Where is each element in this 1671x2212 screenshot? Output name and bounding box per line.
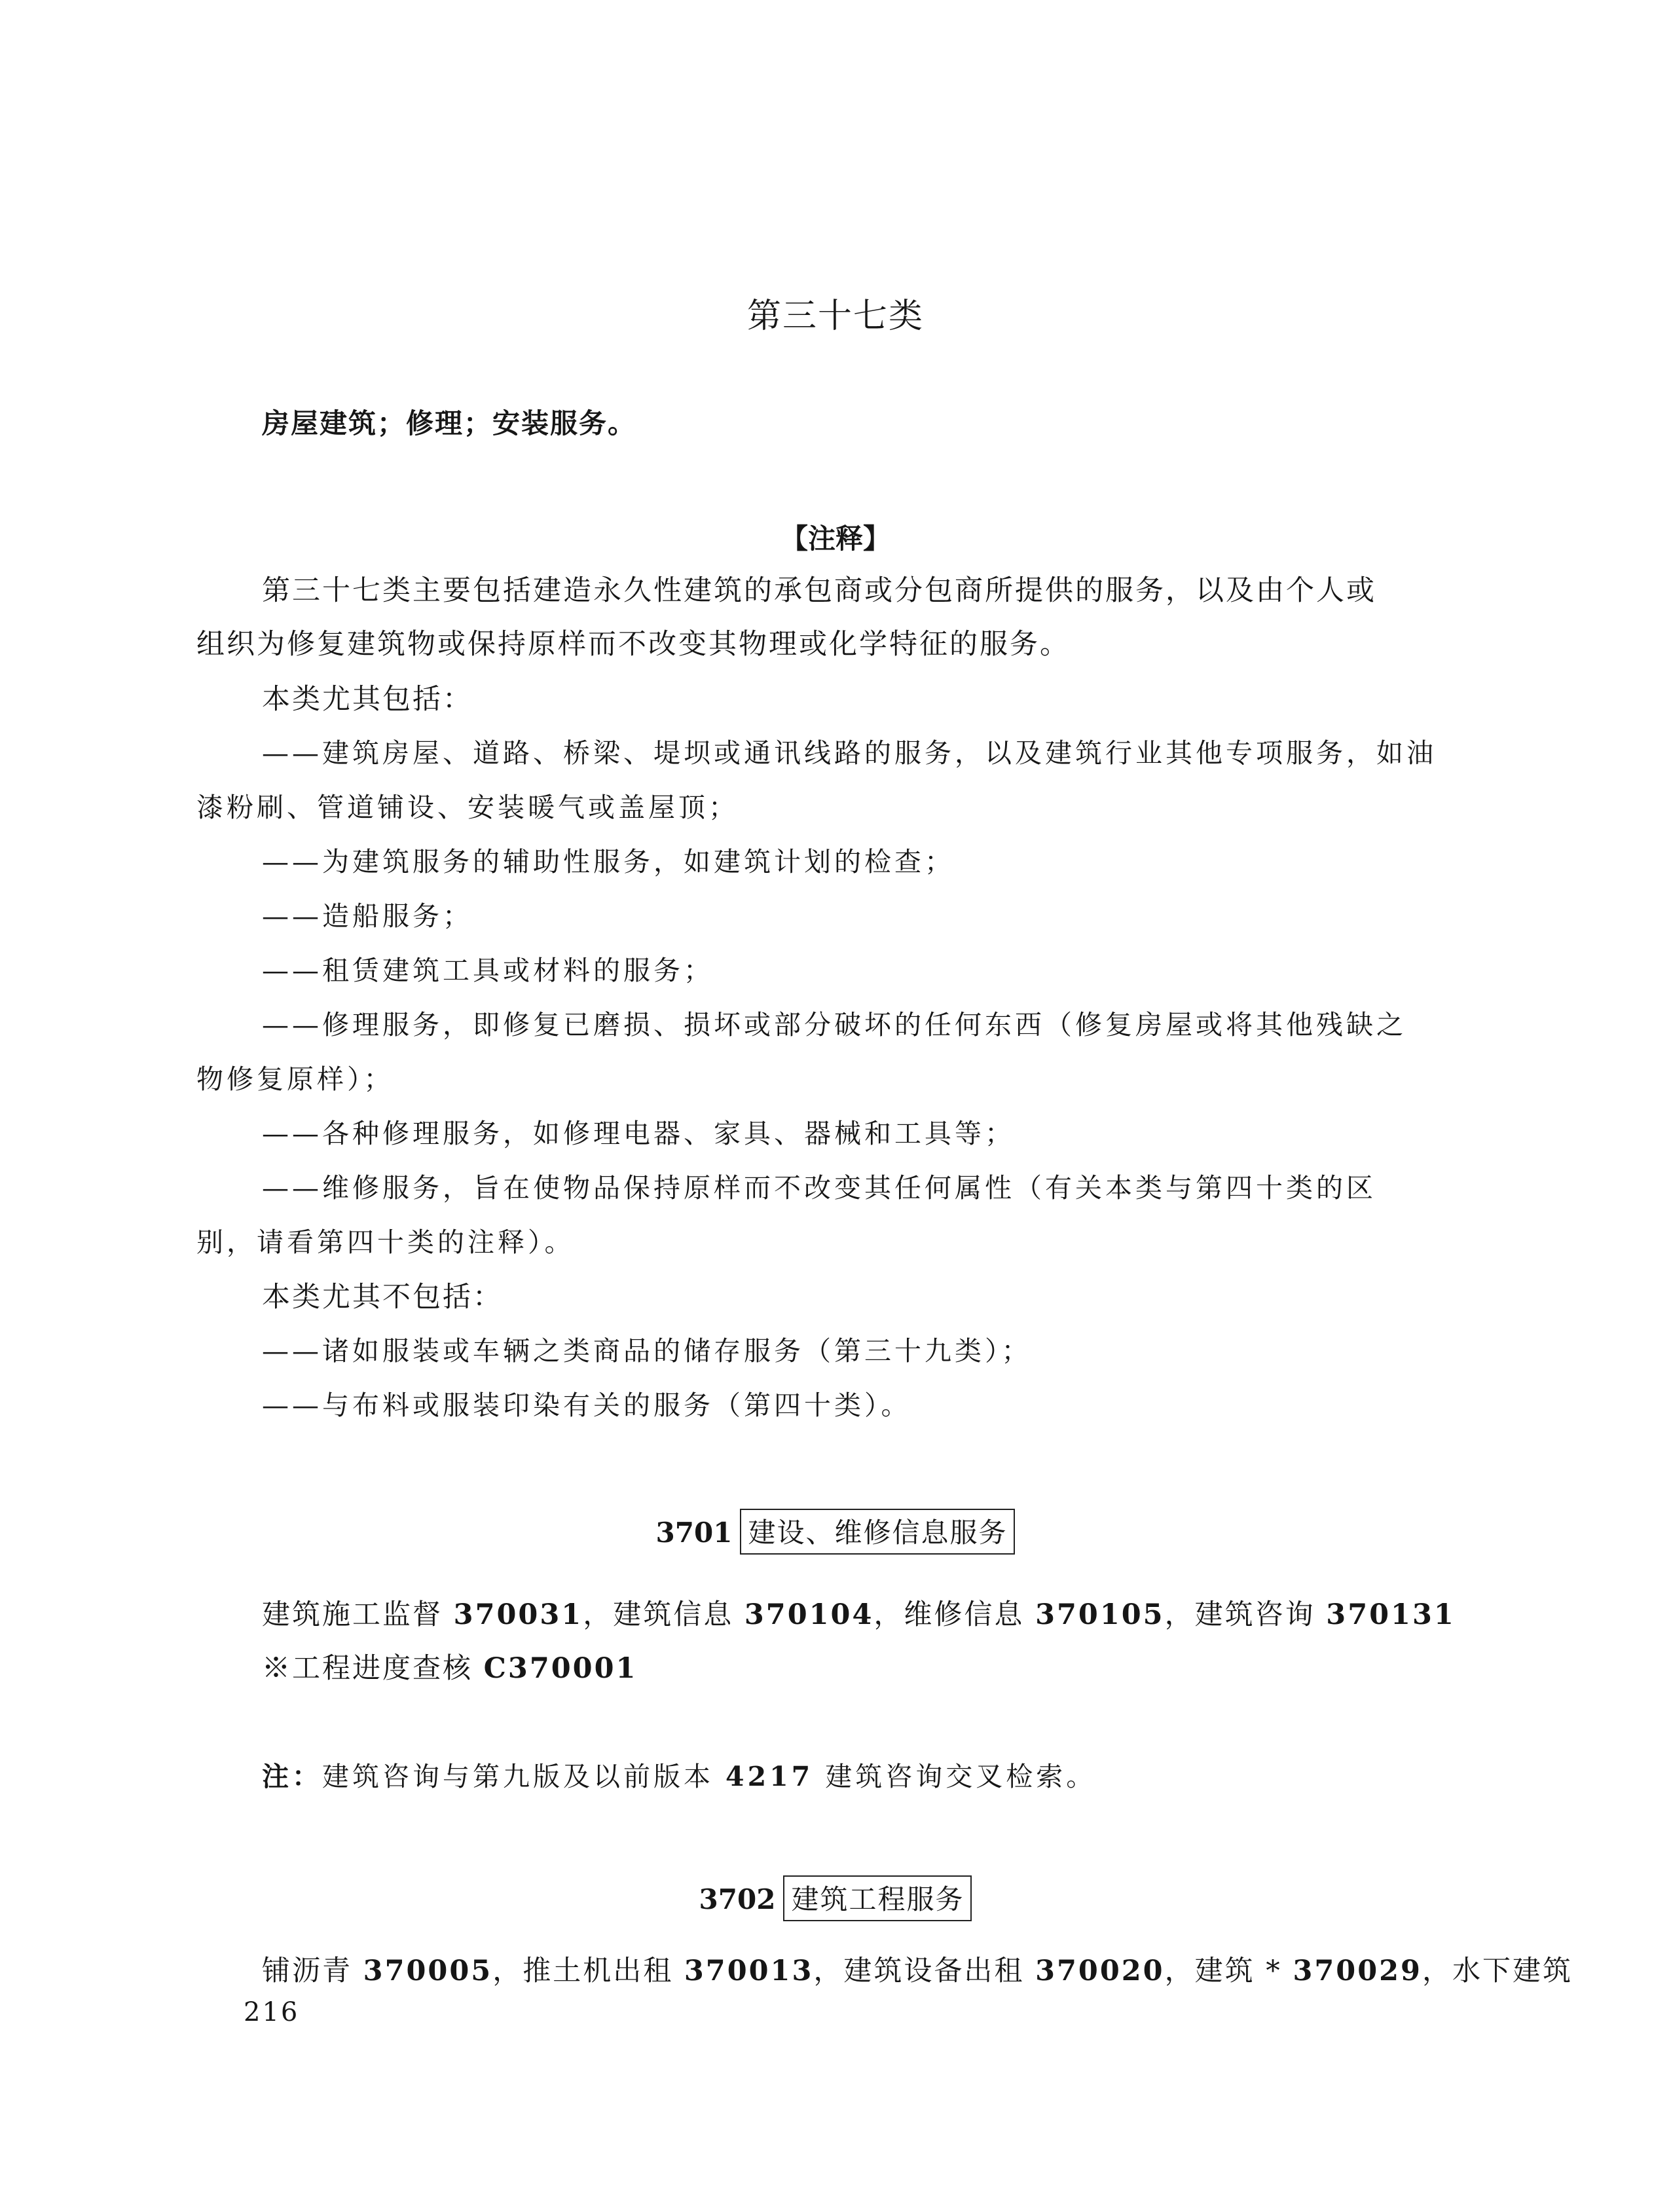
subclass-3702-items-line-1 — [262, 1949, 1573, 1989]
item-name: ，维修信息 — [873, 1598, 1036, 1631]
includes-item: ——修理服务，即修复已磨损、损坏或部分破坏的任何东西（修复房屋或将其他残缺之 — [262, 1009, 1406, 1041]
item-name: ，推土机出租 — [492, 1955, 684, 1987]
subclass-3701-items-line-1 — [262, 1593, 1456, 1632]
includes-heading: 本类尤其包括： — [262, 683, 473, 716]
note-intro-line-1: 第三十七类主要包括建造永久性建筑的承包商或分包商所提供的服务，以及由个人或 — [262, 574, 1376, 607]
subclass-3701-items-line-2 — [262, 1646, 637, 1686]
item-code: C370001 — [483, 1652, 638, 1685]
item-name: 建筑施工监督 — [262, 1598, 454, 1631]
subclass-name: 建设、维修信息服务 — [740, 1509, 1015, 1555]
subclass-name: 建筑工程服务 — [783, 1875, 972, 1921]
excludes-heading: 本类尤其不包括： — [262, 1281, 503, 1314]
item-name: ※工程进度查核 — [262, 1652, 484, 1685]
item-name: 铺沥青 — [262, 1955, 363, 1987]
note-label: 注： — [262, 1761, 322, 1792]
includes-item: ——租赁建筑工具或材料的服务； — [262, 955, 714, 986]
item-code: 370020 — [1035, 1955, 1165, 1987]
includes-item: ——造船服务； — [262, 900, 473, 932]
item-code: 370031 — [453, 1598, 583, 1631]
item-code: 370105 — [1035, 1598, 1165, 1631]
excludes-item: ——与布料或服装印染有关的服务（第四十类）。 — [262, 1390, 911, 1421]
item-code: 370013 — [684, 1955, 814, 1987]
subclass-number: 3702 — [699, 1883, 776, 1915]
note-text: 建筑咨询与第九版及以前版本 — [322, 1761, 726, 1792]
note-text: 建筑咨询交叉检索。 — [813, 1761, 1097, 1792]
page-number: 216 — [244, 1997, 300, 2027]
item-name: ，水下建筑 — [1422, 1955, 1573, 1987]
item-name: ，建筑 — [1164, 1955, 1266, 1987]
subclass-3701-heading — [0, 1509, 1671, 1555]
item-code: 370005 — [363, 1955, 493, 1987]
note-intro-line-2: 组织为修复建筑物或保持原样而不改变其物理或化学特征的服务。 — [196, 628, 1070, 661]
item-star: * — [1266, 1955, 1293, 1987]
excludes-item: ——诸如服装或车辆之类商品的储存服务（第三十九类）； — [262, 1335, 1032, 1367]
item-code: 370029 — [1293, 1955, 1422, 1987]
includes-item: 别，请看第四十类的注释）。 — [196, 1226, 575, 1258]
includes-item: ——建筑房屋、道路、桥梁、堤坝或通讯线路的服务，以及建筑行业其他专项服务，如油 — [262, 737, 1437, 769]
item-code: 370104 — [744, 1598, 874, 1631]
class-heading: 房屋建筑；修理；安装服务。 — [262, 407, 637, 439]
note-code: 4217 — [725, 1761, 814, 1792]
note-title: 【注释】 — [780, 523, 891, 555]
includes-item: ——各种修理服务，如修理电器、家具、器械和工具等； — [262, 1118, 1015, 1149]
item-name: ，建筑咨询 — [1164, 1598, 1327, 1631]
includes-item: 物修复原样）； — [196, 1063, 394, 1095]
includes-item: ——为建筑服务的辅助性服务，如建筑计划的检查； — [262, 846, 955, 877]
subclass-number: 3701 — [655, 1517, 733, 1549]
subclass-3702-heading — [0, 1875, 1671, 1921]
subclass-3701-note — [262, 1755, 1096, 1794]
item-name: ，建筑设备出租 — [813, 1955, 1036, 1987]
item-code: 370131 — [1326, 1598, 1456, 1631]
item-name: ，建筑信息 — [583, 1598, 744, 1631]
includes-item: ——维修服务，旨在使物品保持原样而不改变其任何属性（有关本类与第四十类的区 — [262, 1172, 1376, 1204]
class-title: 第三十七类 — [746, 297, 924, 336]
includes-item: 漆粉刷、管道铺设、安装暖气或盖屋顶； — [196, 792, 739, 823]
